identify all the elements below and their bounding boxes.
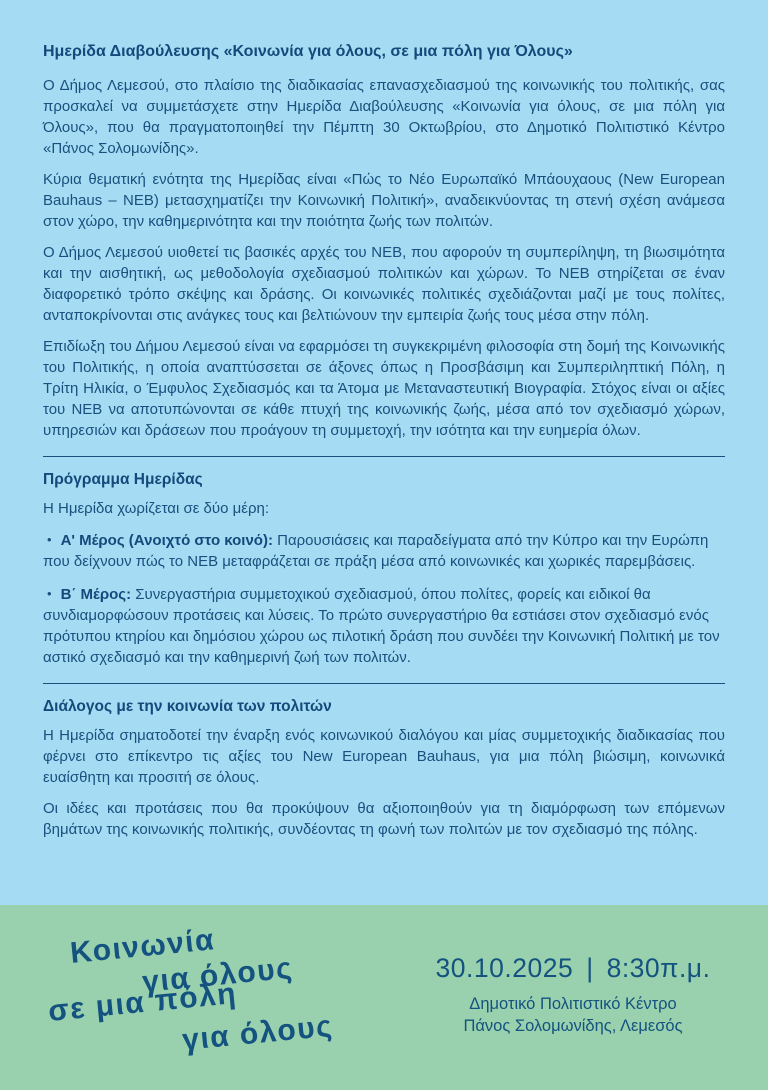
- wordmark-line-1: Κοινωνία: [68, 923, 217, 971]
- venue-location: Πάνος Σολομωνίδης, Λεμεσός: [463, 1017, 683, 1035]
- bullet-a-label: Α' Μέρος (Ανοιχτό στο κοινό):: [60, 532, 273, 549]
- dialogue-paragraph-1: Η Ημερίδα σηματοδοτεί την έναρξη ενός κοινωνικού διαλόγου και μίας συμμετοχικής διαδικασίας που φέρνει στο επίκεντρο τις αξίες του New European Bauhaus, για μια πόλη βιώσιμη, κοινωνικά ευαίσθητη και προσιτή σε όλους.: [43, 727, 725, 786]
- datetime-separator: |: [586, 953, 594, 983]
- event-details: [418, 953, 728, 1037]
- section-divider: [43, 683, 725, 684]
- section-divider: [43, 456, 725, 457]
- event-datetime: [418, 953, 728, 984]
- page-title: Ημερίδα Διαβούλευσης «Κοινωνία για όλους, σε μια πόλη για Όλους»: [43, 43, 573, 60]
- intro-section: [43, 42, 725, 441]
- program-bullet-part-a: [43, 529, 725, 572]
- intro-paragraph-4: Επιδίωξη του Δήμου Λεμεσού είναι να εφαρμόσει τη συγκεκριμένη φιλοσοφία στη δομή της Κοινωνικής του Πολιτικής, η οποία αναπτύσσεται σε άξονες όπως η Προσβάσιμη και Συμπεριληπτική Πόλη, η Τρίτη Ηλικία, ο Έμφυλος Σχεδιασμός και τα Άτομα με Μεταναστευτική Βιογραφία. Στόχος είναι οι αξίες του NEB να αποτυπώνονται σε κάθε πτυχή της κοινωνικής ζωής, μέσα από τον σχεδιασμό χώρων, υπηρεσιών και δράσεων που προάγουν τη συμμετοχή, την ισότητα και την ευημερία όλων.: [43, 338, 725, 439]
- footer-band: [0, 905, 768, 1090]
- wordmark-line-4: για όλους: [180, 1009, 335, 1058]
- bullet-icon: •: [47, 586, 52, 601]
- intro-paragraph-2: Κύρια θεματική ενότητα της Ημερίδας είναι «Πώς το Νέο Ευρωπαϊκό Μπάουχαους (New European Bauhaus – NEB) μετασχηματίζει την Κοινωνική Πολιτική», αναδεικνύοντας τη στενή σχέση ανάμεσα στον χώρο, την καθημερινότητα και την ποιότητα ζωής των πολιτών.: [43, 171, 725, 230]
- program-intro: Η Ημερίδα χωρίζεται σε δύο μέρη:: [43, 500, 269, 517]
- venue-name: Δημοτικό Πολιτιστικό Κέντρο: [469, 995, 677, 1013]
- dialogue-heading: Διάλογος με την κοινωνία των πολιτών: [43, 698, 332, 715]
- wordmark-line-3: σε μια πόλη: [46, 977, 239, 1029]
- event-wordmark: [0, 905, 400, 1090]
- wordmark-line-2: για όλους: [140, 951, 295, 1000]
- intro-paragraph-1: Ο Δήμος Λεμεσού, στο πλαίσιο της διαδικασίας επανασχεδιασμού της κοινωνικής του πολιτικής, σας προσκαλεί να συμμετάσχετε στην Ημερίδα Διαβούλευσης «Κοινωνία για όλους, σε μια πόλη για Όλους», που θα πραγματοποιηθεί την Πέμπτη 30 Οκτωβρίου, στο Δημοτικό Πολιτιστικό Κέντρο «Πάνος Σολομωνίδης».: [43, 77, 725, 157]
- dialogue-paragraph-2: Οι ιδέες και προτάσεις που θα προκύψουν θα αξιοποιηθούν για τη διαμόρφωση των επόμενων βημάτων της κοινωνικής πολιτικής, συνδέοντας τη φωνή των πολιτών με τον σχεδιασμό της πόλης.: [43, 800, 725, 838]
- program-bullet-part-b: [43, 583, 725, 668]
- bullet-icon: •: [47, 532, 52, 547]
- dialogue-section: [43, 697, 725, 840]
- bullet-b-text: Συνεργαστήρια συμμετοχικού σχεδιασμού, όπου πολίτες, φορείς και ειδικοί θα συνδιαμορφώσουν προτάσεις και λύσεις. Το πρώτο συνεργαστήριο θα εστιάσει στον σχεδιασμό ενός πρότυπου κτηρίου και δημόσιου χώρου ως πιλοτική δράση που συνδέει την Κοινωνική Πολιτική με τον αστικό σχεδιασμό και την καθημερινή ζωή των πολιτών.: [43, 586, 720, 666]
- bullet-b-label: Β΄ Μέρος:: [60, 586, 132, 603]
- program-section: [43, 470, 725, 668]
- event-time: 8:30π.μ.: [606, 953, 711, 983]
- intro-paragraph-3: Ο Δήμος Λεμεσού υιοθετεί τις βασικές αρχές του NEB, που αφορούν τη συμπερίληψη, τη βιωσιμότητα και την αισθητική, ως μεθοδολογία σχεδιασμού πολιτικών και χώρων. Το NEB στηρίζεται σε έναν διαφορετικό τρόπο σκέψης και δράσης. Οι κοινωνικές πολιτικές σχεδιάζονται μαζί με τους πολίτες, ανταποκρίνονται στις ανάγκες τους και βελτιώνουν την εμπειρία ζωής τους μέσα στην πόλη.: [43, 244, 725, 324]
- bullet-a-text: Παρουσιάσεις και παραδείγματα από την Κύπρο και την Ευρώπη που δείχνουν πώς το NEB μεταφράζεται σε πράξη μέσα από κοινωνικές και χωρικές παρεμβάσεις.: [43, 532, 709, 570]
- program-heading: Πρόγραμμα Ημερίδας: [43, 471, 203, 488]
- event-date: 30.10.2025: [435, 953, 574, 983]
